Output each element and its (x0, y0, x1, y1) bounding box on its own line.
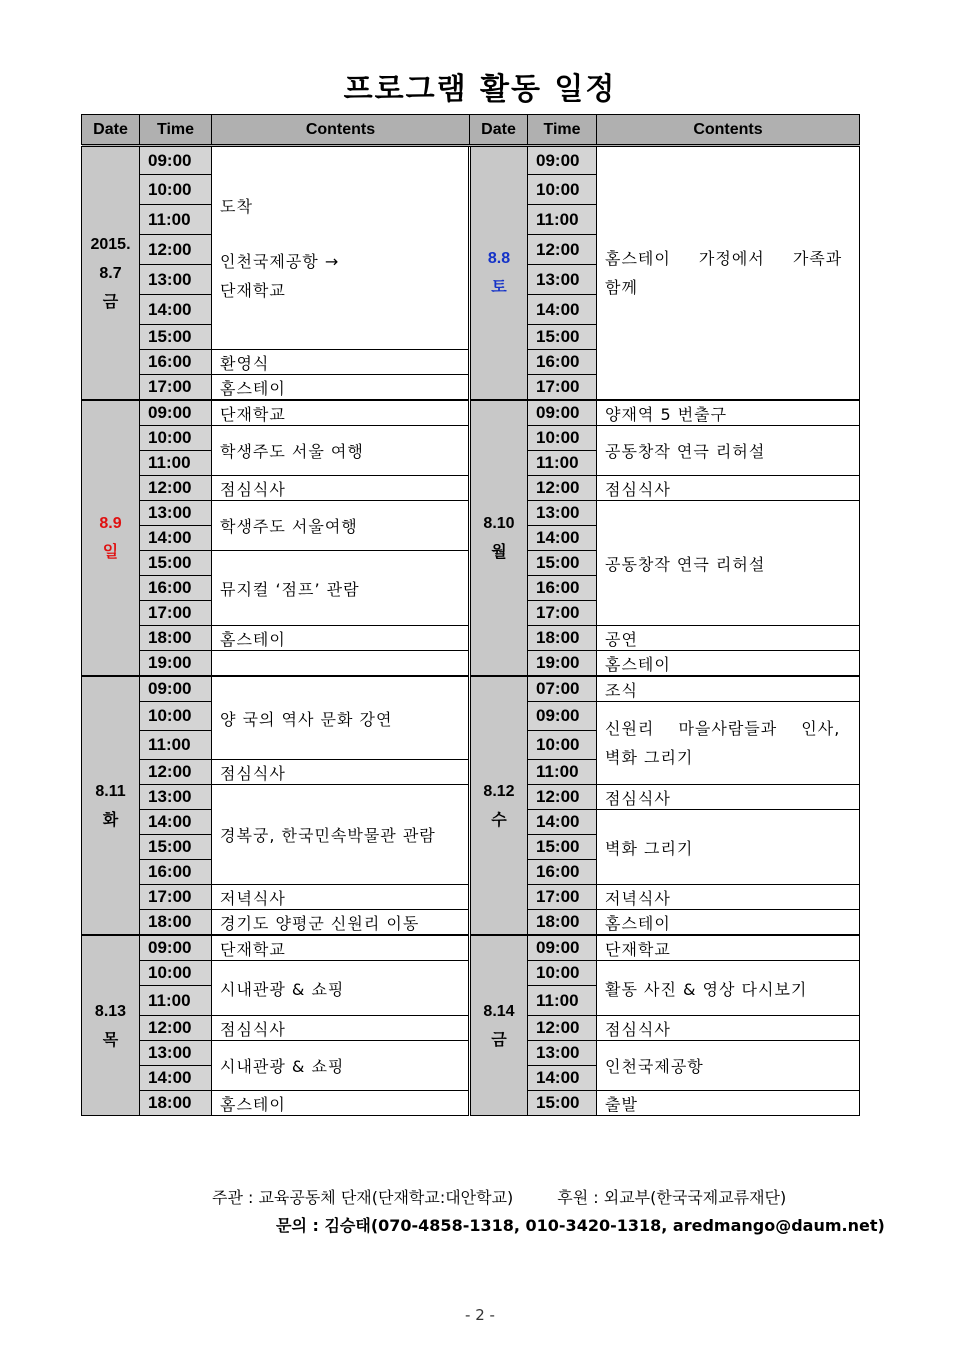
table-row (82, 146, 860, 175)
content-cell: 시내관광 & 쇼핑 (212, 1041, 470, 1091)
content-text: 인천국제공항 → (220, 251, 340, 271)
date-cell (470, 676, 528, 935)
content-text: 도착 (220, 196, 253, 216)
time-cell: 10:00 (528, 426, 597, 451)
time-cell: 18:00 (140, 626, 212, 651)
date-weekday: 금 (102, 293, 119, 311)
content-cell (597, 146, 860, 401)
content-cell: 점심식사 (597, 1016, 860, 1041)
time-cell: 12:00 (140, 476, 212, 501)
content-cell: 활동 사진 & 영상 다시보기 (597, 961, 860, 1016)
time-cell: 18:00 (140, 1091, 212, 1116)
time-cell: 11:00 (528, 760, 597, 785)
time-cell: 10:00 (140, 426, 212, 451)
header-date: Date (82, 115, 140, 146)
date-day: 8.14 (483, 1002, 515, 1020)
time-cell: 09:00 (140, 935, 212, 961)
content-cell: 출발 (597, 1091, 860, 1116)
content-cell: 공동창작 연극 리허설 (597, 501, 860, 626)
content-cell: 홈스테이 (212, 375, 470, 401)
time-cell: 12:00 (140, 235, 212, 265)
time-cell: 09:00 (528, 935, 597, 961)
date-year: 2015. (90, 235, 131, 253)
date-weekday: 목 (102, 1031, 119, 1049)
content-cell: 점심식사 (597, 785, 860, 810)
date-weekday: 월 (491, 544, 507, 561)
content-cell (597, 702, 860, 785)
time-cell: 11:00 (140, 731, 212, 760)
header-contents: Contents (212, 115, 470, 146)
contact-text: 문의 : 김승태(070-4858-1318, 010-3420-1318, aredmango@daum.net) (276, 1216, 885, 1235)
time-cell: 09:00 (528, 146, 597, 175)
content-text: 함께 (605, 278, 638, 297)
content-cell: 홈스테이 (597, 651, 860, 677)
date-day: 8.11 (95, 782, 126, 800)
time-cell: 10:00 (140, 702, 212, 731)
content-cell (212, 651, 470, 677)
time-cell: 13:00 (140, 785, 212, 810)
time-cell: 17:00 (528, 601, 597, 626)
content-cell: 양재역 5 번출구 (597, 400, 860, 426)
time-cell: 19:00 (528, 651, 597, 677)
time-cell: 15:00 (140, 325, 212, 350)
time-cell: 16:00 (528, 860, 597, 885)
organizer-text: 주관 : 교육공동체 단재(단재학교:대안학교) (212, 1188, 514, 1207)
page-title: 프로그램 활동 일정 (343, 72, 617, 107)
time-cell: 15:00 (528, 325, 597, 350)
time-cell: 10:00 (528, 731, 597, 760)
content-cell: 학생주도 서울 여행 (212, 426, 470, 476)
content-cell: 양 국의 역사 문화 강연 (212, 676, 470, 760)
content-cell: 조식 (597, 676, 860, 702)
header-time: Time (528, 115, 597, 146)
time-cell: 10:00 (528, 175, 597, 205)
time-cell: 18:00 (528, 626, 597, 651)
date-cell (470, 400, 528, 676)
time-cell: 10:00 (140, 175, 212, 205)
content-cell: 점심식사 (212, 1016, 470, 1041)
time-cell: 13:00 (528, 1041, 597, 1066)
header-date: Date (470, 115, 528, 146)
time-cell: 07:00 (528, 676, 597, 702)
content-cell: 인천국제공항 (597, 1041, 860, 1091)
date-cell (82, 146, 140, 401)
table-row (82, 676, 860, 702)
date-cell (470, 146, 528, 401)
time-cell: 16:00 (140, 860, 212, 885)
time-cell: 11:00 (140, 451, 212, 476)
content-cell: 학생주도 서울여행 (212, 501, 470, 551)
date-weekday: 토 (491, 279, 507, 296)
time-cell: 09:00 (140, 146, 212, 175)
time-cell: 13:00 (528, 501, 597, 526)
date-cell (82, 676, 140, 935)
time-cell: 16:00 (528, 576, 597, 601)
date-weekday: 일 (102, 544, 119, 561)
time-cell: 15:00 (140, 835, 212, 860)
time-cell: 14:00 (528, 526, 597, 551)
page-number: - 2 - (465, 1306, 495, 1324)
content-cell: 공연 (597, 626, 860, 651)
content-cell: 홈스테이 (212, 1091, 470, 1116)
time-cell: 10:00 (140, 961, 212, 986)
time-cell: 17:00 (528, 375, 597, 401)
date-weekday: 금 (491, 1031, 507, 1049)
time-cell: 14:00 (140, 810, 212, 835)
time-cell: 14:00 (140, 1066, 212, 1091)
time-cell: 18:00 (528, 910, 597, 936)
time-cell: 16:00 (140, 576, 212, 601)
date-weekday: 화 (102, 811, 119, 829)
time-cell: 12:00 (528, 785, 597, 810)
time-cell: 11:00 (528, 205, 597, 235)
time-cell: 10:00 (528, 961, 597, 986)
time-cell: 13:00 (140, 501, 212, 526)
content-cell: 저녁식사 (212, 885, 470, 910)
content-text: 홈스테이 가정에서 가족과 (605, 249, 843, 268)
content-cell: 점심식사 (212, 476, 470, 501)
time-cell: 15:00 (528, 1091, 597, 1116)
date-day: 8.7 (99, 264, 122, 282)
time-cell: 17:00 (140, 375, 212, 401)
content-cell: 공동창작 연극 리허설 (597, 426, 860, 476)
table-row (82, 400, 860, 426)
time-cell: 16:00 (528, 350, 597, 375)
time-cell: 15:00 (528, 551, 597, 576)
time-cell: 16:00 (140, 350, 212, 375)
sponsor-text: 후원 : 외교부(한국국제교류재단) (557, 1188, 787, 1207)
content-cell: 점심식사 (212, 760, 470, 785)
time-cell: 12:00 (528, 476, 597, 501)
table-header-row (82, 115, 860, 146)
content-cell: 홈스테이 (597, 910, 860, 936)
content-cell: 시내관광 & 쇼핑 (212, 961, 470, 1016)
time-cell: 12:00 (140, 1016, 212, 1041)
date-cell (470, 935, 528, 1116)
date-day: 8.9 (99, 515, 122, 532)
content-cell: 단재학교 (212, 935, 470, 961)
content-cell: 단재학교 (212, 400, 470, 426)
time-cell: 11:00 (140, 986, 212, 1016)
time-cell: 09:00 (140, 676, 212, 702)
date-day: 8.10 (483, 515, 515, 532)
date-day: 8.12 (483, 782, 515, 800)
content-cell (212, 146, 470, 350)
time-cell: 12:00 (140, 760, 212, 785)
time-cell: 17:00 (140, 885, 212, 910)
content-text: 신원리 마을사람들과 인사, (605, 719, 841, 738)
time-cell: 13:00 (528, 265, 597, 295)
date-cell (82, 935, 140, 1116)
date-day: 8.8 (487, 250, 511, 267)
time-cell: 09:00 (528, 702, 597, 731)
content-cell: 저녁식사 (597, 885, 860, 910)
content-text: 벽화 그리기 (605, 748, 694, 767)
content-cell: 경기도 양평군 신원리 이동 (212, 910, 470, 936)
time-cell: 14:00 (140, 526, 212, 551)
time-cell: 12:00 (528, 1016, 597, 1041)
time-cell: 11:00 (528, 451, 597, 476)
schedule-table (81, 114, 860, 1116)
time-cell: 12:00 (528, 235, 597, 265)
content-cell: 단재학교 (597, 935, 860, 961)
date-cell (82, 400, 140, 676)
time-cell: 15:00 (140, 551, 212, 576)
time-cell: 14:00 (140, 295, 212, 325)
time-cell: 14:00 (528, 1066, 597, 1091)
time-cell: 09:00 (528, 400, 597, 426)
header-contents: Contents (597, 115, 860, 146)
time-cell: 14:00 (528, 295, 597, 325)
content-cell: 벽화 그리기 (597, 810, 860, 885)
content-cell: 뮤지컬 ‘점프’ 관람 (212, 551, 470, 626)
header-time: Time (140, 115, 212, 146)
content-cell: 점심식사 (597, 476, 860, 501)
time-cell: 18:00 (140, 910, 212, 936)
content-text: 단재학교 (220, 280, 286, 300)
content-cell: 환영식 (212, 350, 470, 375)
time-cell: 11:00 (140, 205, 212, 235)
time-cell: 11:00 (528, 986, 597, 1016)
table-row (82, 935, 860, 961)
time-cell: 13:00 (140, 265, 212, 295)
time-cell: 17:00 (528, 885, 597, 910)
time-cell: 14:00 (528, 810, 597, 835)
footer-credits (212, 1185, 786, 1208)
date-day: 8.13 (94, 1002, 127, 1020)
time-cell: 19:00 (140, 651, 212, 677)
date-weekday: 수 (491, 811, 507, 829)
time-cell: 17:00 (140, 601, 212, 626)
time-cell: 15:00 (528, 835, 597, 860)
content-cell: 경복궁, 한국민속박물관 관람 (212, 785, 470, 885)
time-cell: 13:00 (140, 1041, 212, 1066)
time-cell: 09:00 (140, 400, 212, 426)
content-cell: 홈스테이 (212, 626, 470, 651)
